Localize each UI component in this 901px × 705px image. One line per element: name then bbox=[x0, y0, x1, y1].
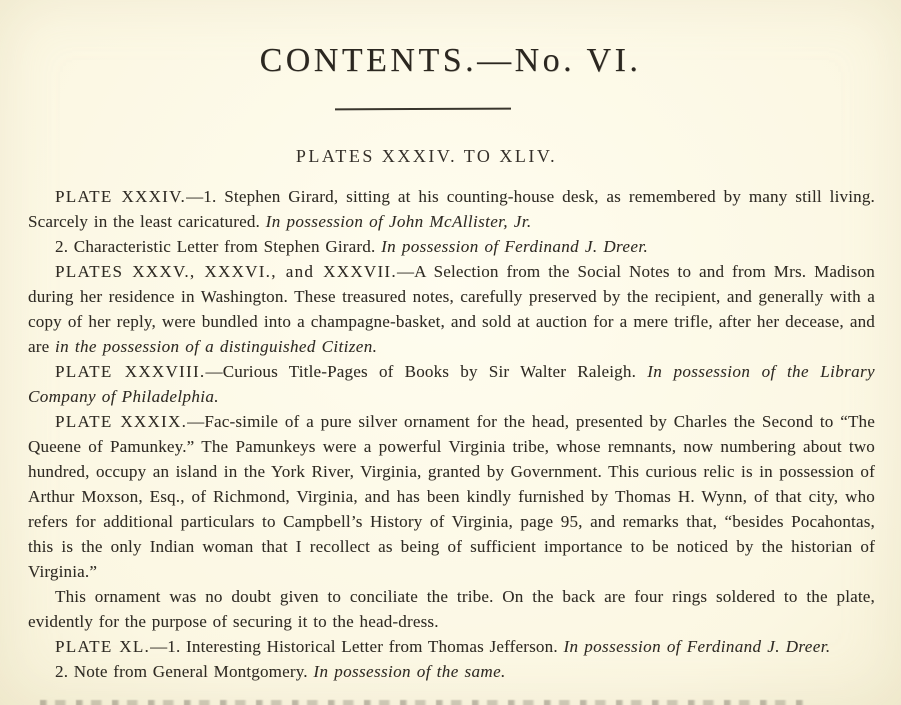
clipped-bottom-text-line bbox=[40, 700, 806, 705]
contents-paragraph bbox=[28, 634, 875, 659]
possession-credit: In possession of Ferdinand J. Dreer. bbox=[563, 637, 831, 656]
contents-paragraph bbox=[28, 184, 875, 234]
paragraph-text: This ornament was no doubt given to conciliate the tribe. On the back are four rings soldered to the plate, evidently for the purpose of securing it to the head-dress. bbox=[28, 587, 875, 631]
paragraph-text: —A Selection from the Social Notes to and from Mrs. Madison during her residence in Washington. These treasured notes, carefully preserved by the recipient, and generally with a copy of her reply, were bundled into a champagne-basket, and sold at auction for a mere trifle, after her decease, and are bbox=[28, 262, 875, 356]
title-divider-rule bbox=[334, 108, 510, 111]
page-title: CONTENTS.—No. VI. bbox=[259, 42, 642, 79]
plate-heading: PLATE XXXIV. bbox=[55, 187, 187, 206]
plate-heading: PLATE XL. bbox=[55, 637, 151, 656]
plate-heading: PLATE XXXIX. bbox=[55, 412, 188, 431]
plate-heading: PLATE XXXVIII. bbox=[55, 362, 206, 381]
possession-credit: In possession of the same. bbox=[313, 662, 506, 681]
paragraph-text: 2. Note from General Montgomery. bbox=[55, 662, 314, 681]
plate-heading: PLATES XXXV., XXXVI., and XXXVII. bbox=[55, 262, 397, 281]
contents-paragraph bbox=[28, 359, 875, 409]
paragraph-text: —1. Interesting Historical Letter from Thomas Jefferson. bbox=[150, 637, 564, 656]
contents-paragraph bbox=[28, 659, 875, 684]
contents-body bbox=[28, 184, 875, 684]
possession-credit: In possession of Ferdinand J. Dreer. bbox=[381, 237, 649, 256]
possession-credit: in the possession of a distinguished Citizen. bbox=[55, 337, 378, 356]
contents-paragraph bbox=[28, 259, 875, 359]
plates-range-heading: PLATES XXXIV. TO XLIV. bbox=[295, 146, 558, 166]
paragraph-text: —Curious Title-Pages of Books by Sir Walter Raleigh. bbox=[205, 362, 648, 381]
contents-paragraph bbox=[28, 409, 875, 584]
possession-credit: In possession of the Library Company of Philadelphia. bbox=[28, 362, 876, 406]
paragraph-text: —1. Stephen Girard, sitting at his counting-house desk, as remembered by many still living. Scarcely in the least caricatured. bbox=[28, 187, 875, 231]
paragraph-text: 2. Characteristic Letter from Stephen Girard. bbox=[55, 237, 382, 256]
contents-paragraph bbox=[28, 584, 875, 634]
contents-paragraph bbox=[28, 234, 875, 259]
possession-credit: In possession of John McAllister, Jr. bbox=[265, 212, 532, 231]
paragraph-text: —Fac-simile of a pure silver ornament for the head, presented by Charles the Second to “The Queene of Pamunkey.” The Pamunkeys were a powerful Virginia tribe, whose remnants, now numbering about two hundred, occupy an island in the York River, Virginia, granted by Government. This curious relic is in possession of Arthur Moxson, Esq., of Richmond, Virginia, and has been kindly furnished by Thomas H. Wynn, of that city, who refers for additional particulars to Campbell’s History of Virginia, page 95, and remarks that, “besides Pocahontas, this is the only Indian woman that I recollect as being of sufficient importance to be noticed by the historian of Virginia.” bbox=[28, 412, 875, 581]
